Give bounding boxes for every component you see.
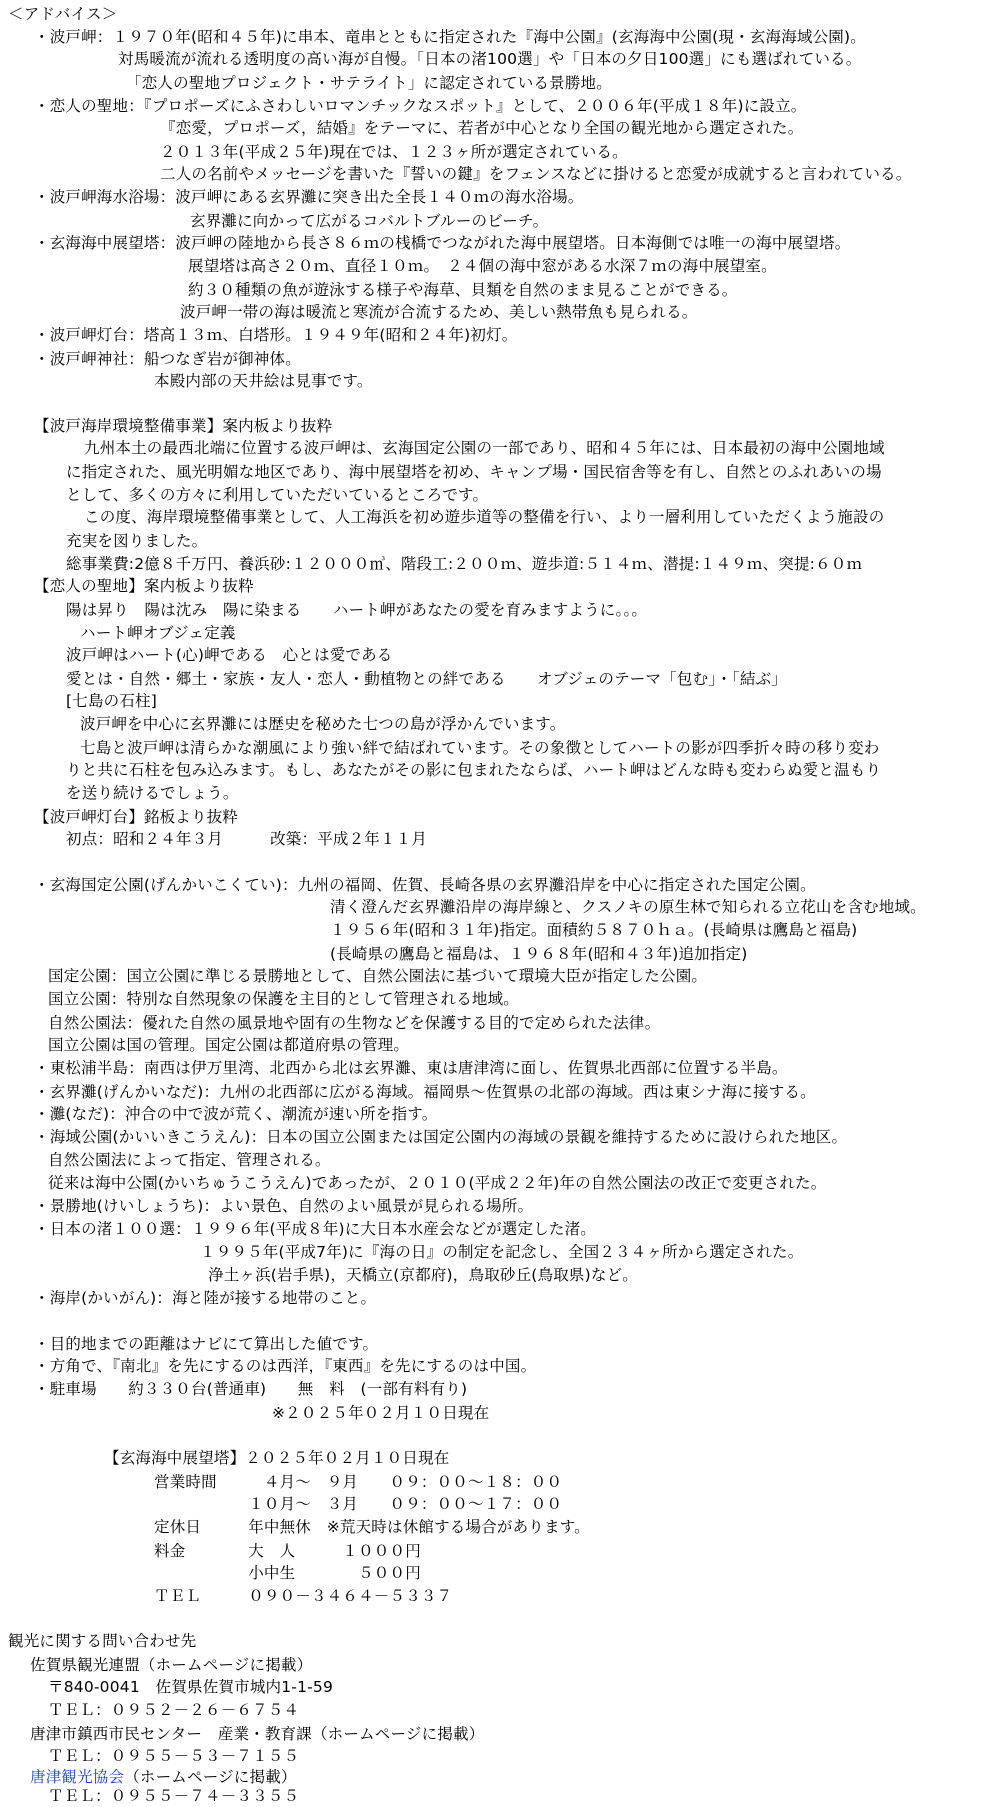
text-line: 【波戸海岸環境整備事業】案内板より抜粋 [34, 417, 333, 435]
text-line: 観光に関する問い合わせ先 [8, 1632, 197, 1650]
text-line: １９５６年(昭和３１年)指定。面積約５８７０ｈａ。(長崎県は鷹島と福島) [330, 921, 858, 939]
text-line: ハート岬オブジェ定義 [80, 624, 236, 642]
text-line: 九州本土の最西北端に位置する波戸岬は、玄海国定公園の一部であり、昭和４５年には、日本最初の海中公園地域 [84, 439, 885, 457]
kanko-association-link[interactable]: 唐津観光協会 [30, 1768, 125, 1786]
text-line: 佐賀県観光連盟（ホームページに掲載） [30, 1656, 313, 1674]
text-line: 波戸岬はハート(心)岬である 心とは愛である [66, 646, 393, 664]
text-line: (長崎県の鷹島と福島は、１９６８年(昭和４３年)追加指定) [330, 945, 748, 963]
text-line: 自然公園法によって指定、管理される。 [48, 1151, 331, 1169]
text-line: 清く澄んだ玄界灘沿岸の海岸線と、クスノキの原生林で知られる立花山を含む地域。 [330, 898, 926, 916]
text-line: 料金 大 人 １０００円 [154, 1542, 421, 1560]
text-line: ・日本の渚１００選：１９９６年(平成８年)に大日本水産会などが選定した渚。 [34, 1220, 596, 1238]
text-line: 『恋愛，プロポーズ，結婚』をテーマに、若者が中心となり全国の観光地から選定された。 [160, 119, 804, 137]
text-line: 【波戸岬灯台】銘板より抜粋 [34, 808, 239, 826]
text-line: ・東松浦半島：南西は伊万里湾、北西から北は玄界灘、東は唐津湾に面し、佐賀県北西部に位置する半島。 [34, 1059, 788, 1077]
text-line: 陽は昇り 陽は沈み 陽に染まる ハート岬があなたの愛を育みますように。。。 [66, 601, 648, 619]
text-line: 国定公園：国立公園に準じる景勝地として、自然公園法に基づいて環境大臣が指定した公園。 [48, 967, 708, 985]
text-line: ・玄海国定公園(げんかいこくてい)：九州の福岡、佐賀、長崎各県の玄界灘沿岸を中心に指定された国定公園。 [34, 876, 816, 894]
text-line: 「恋人の聖地プロジェクト・サテライト」に認定されている景勝地。 [126, 74, 612, 92]
text-line: 対馬暖流が流れる透明度の高い海が自慢。「日本の渚100選」や「日本の夕日100選」にも選ばれている。 [118, 50, 862, 68]
text-line: 【恋人の聖地】案内板より抜粋 [34, 577, 254, 595]
text-line: ・灘(なだ)：沖合の中で波が荒く、潮流が速い所を指す。 [34, 1105, 438, 1123]
text-line: に指定された、風光明媚な地区であり、海中展望塔を初め、キャンプ場・国民宿舎等を有し、自然とのふれあいの場 [66, 463, 882, 481]
text-line: ・波戸岬神社：船つなぎ岩が御神体。 [34, 350, 301, 368]
text-line: 従来は海中公園(かいちゅうこうえん)であったが、２０１０(平成２２年)年の自然公園法の改正で変更された。 [48, 1174, 827, 1192]
assoc-tel: ＴＥＬ：０９５５－７４－３３５５ [48, 1787, 300, 1805]
text-line: 約３０種類の魚が遊泳する様子や海草、貝類を自然のまま見ることができる。 [188, 281, 738, 299]
text-line: ・玄界灘(げんかいなだ)：九州の北西部に広がる海域。福岡県～佐賀県の北部の海域。西は東シナ海に接する。 [34, 1083, 816, 1101]
text-line: ・方角で、『南北』を先にするのは西洋，『東西』を先にするのは中国。 [34, 1357, 537, 1375]
text-line: 波戸岬一帯の海は暖流と寒流が合流するため、美しい熱帯魚も見られる。 [180, 303, 698, 321]
text-line: ・目的地までの距離はナビにて算出した値です。 [34, 1335, 379, 1353]
text-line: 展望塔は高さ２０ｍ、直径１０ｍ。 ２４個の海中窓がある水深７ｍの海中展望室。 [188, 257, 777, 275]
text-line: 初点：昭和２４年３月 改築：平成２年１１月 [66, 830, 428, 848]
assoc-line [30, 1767, 297, 1788]
text-line: ・海岸(かいがん)：海と陸が接する地帯のこと。 [34, 1289, 377, 1307]
text-line: 本殿内部の天井絵は見事です。 [154, 372, 373, 390]
text-line: ２０１３年(平成２５年)現在では、１２３ヶ所が選定されている。 [160, 143, 628, 161]
text-line: 国立公園は国の管理。国定公園は都道府県の管理。 [48, 1036, 410, 1054]
text-line: ＴＥＬ：０９５５－５３－７１５５ [48, 1747, 300, 1765]
text-line: 自然公園法：優れた自然の風景地や固有の生物などを保護する目的で定められた法律。 [48, 1014, 661, 1032]
text-line: ・駐車場 約３３０台(普通車) 無 料 (一部有料有り) [34, 1380, 468, 1398]
text-line: ＜アドバイス＞ [8, 5, 118, 23]
text-line: ・波戸岬灯台：塔高１３ｍ、白塔形。１９４９年(昭和２４年)初灯。 [34, 326, 518, 344]
text-line: 〒840-0041 佐賀県佐賀市城内1-1-59 [48, 1678, 334, 1696]
text-line: ・恋人の聖地：『プロポーズにふさわしいロマンチックなスポット』として、２００６年(平成１８年)に設立。 [34, 97, 807, 115]
text-line: 七島と波戸岬は清らかな潮風により強い絆で結ばれています。その象徴としてハートの影が四季折々時の移り変わ [80, 739, 880, 757]
text-line: を送り続けるでしょう。 [66, 784, 239, 802]
text-line: 営業時間 ４月～ ９月 ０９：００～１８：００ [154, 1473, 563, 1491]
text-line: 二人の名前やメッセージを書いた『誓いの鍵』をフェンスなどに掛けると恋愛が成就すると言われている。 [160, 165, 912, 183]
text-line: 愛とは・自然・郷土・家族・友人・恋人・動植物との絆である オブジェのテーマ「包む」・「結ぶ」 [66, 670, 788, 688]
text-line: として、多くの方々に利用していただいているところです。 [66, 486, 489, 504]
text-line: りと共に石柱を包み込みます。もし、あなたがその影に包まれたならば、ハート岬はどんな時も変わらぬ愛と温もり [66, 761, 882, 779]
text-line: ＴＥＬ：０９５２－２６－６７５４ [48, 1701, 300, 1719]
text-line: 唐津市鎮西市民センター 産業・教育課（ホームページに掲載） [30, 1725, 485, 1743]
text-line: 波戸岬を中心に玄界灘には歴史を秘めた七つの島が浮かんでいます。 [80, 715, 566, 733]
text-line: ・波戸岬：１９７０年(昭和４５年)に串本、竜串とともに指定された『海中公園』(玄海海中公園(現・玄海海域公園)。 [34, 28, 866, 46]
text-line: 玄界灘に向かって広がるコバルトブルーのビーチ。 [190, 212, 549, 230]
text-line: 小中生 ５００円 [154, 1564, 421, 1582]
assoc-note: （ホームページに掲載） [124, 1768, 297, 1786]
text-line: ・海域公園(かいいきこうえん)：日本の国立公園または国定公園内の海域の景観を維持するために設けられた地区。 [34, 1128, 848, 1146]
text-line: ・景勝地(けいしょうち)：よい景色、自然のよい風景が見られる場所。 [34, 1197, 534, 1215]
text-line: 浄土ヶ浜(岩手県)，天橋立(京都府)，鳥取砂丘(鳥取県)など。 [208, 1266, 638, 1284]
text-line: 国立公園：特別な自然現象の保護を主目的として管理される地域。 [48, 990, 520, 1008]
text-line: ・波戸岬海水浴場：波戸岬にある玄界灘に突き出た全長１４０ｍの海水浴場。 [34, 188, 584, 206]
text-line: [七島の石柱] [66, 692, 157, 710]
text-line: この度、海岸環境整備事業として、人工海浜を初め遊歩道等の整備を行い、より一層利用していただくよう施設の [84, 508, 885, 526]
text-line: 【玄海海中展望塔】２０２５年０２月１０日現在 [104, 1449, 450, 1467]
text-line: 定休日 年中無休 ※荒天時は休館する場合があります。 [154, 1518, 590, 1536]
text-line: ・玄海海中展望塔：波戸岬の陸地から長さ８６ｍの桟橋でつながれた海中展望塔。日本海側では唯一の海中展望塔。 [34, 234, 851, 252]
text-line: １０月～ ３月 ０９：００～１７：００ [154, 1495, 563, 1513]
text-line: ＴＥＬ ０９０－３４６４－５３３７ [154, 1587, 453, 1605]
text-line: 総事業費:2億８千万円、養浜砂:１２０００㎥、階段工:２００ｍ、遊歩道:５１４ｍ、潜提:１４９ｍ、突提:６０ｍ [66, 555, 863, 573]
text-line: 充実を図りました。 [66, 532, 208, 550]
text-line: １９９５年(平成7年)に『海の日』の制定を記念し、全国２３４ヶ所から選定された。 [200, 1243, 804, 1261]
text-line: ※２０２５年０２月１０日現在 [272, 1404, 490, 1422]
